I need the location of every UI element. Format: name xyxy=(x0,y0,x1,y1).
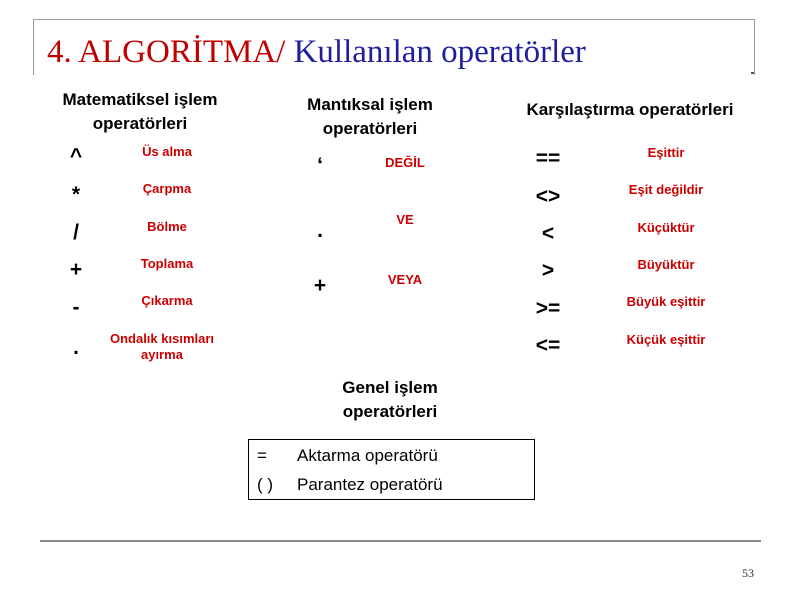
math-symbol-decimal: . xyxy=(73,336,79,359)
compare-label-greater: Büyüktür xyxy=(637,257,695,272)
title-frame-right xyxy=(754,19,755,75)
logic-symbol-or: + xyxy=(313,274,327,297)
compare-symbol-less-equal: <= xyxy=(535,334,561,357)
general-label-assign: Aktarma operatörü xyxy=(297,446,438,465)
general-heading-line1: Genel işlem xyxy=(342,378,438,397)
math-symbol-subtract: - xyxy=(72,296,80,319)
general-row-assign xyxy=(249,441,534,470)
frame-corner-dot xyxy=(751,72,754,74)
general-row-parentheses xyxy=(249,470,534,499)
logic-symbol-and: . xyxy=(317,219,323,242)
compare-symbol-greater: > xyxy=(541,259,555,282)
compare-symbol-greater-equal: >= xyxy=(535,297,561,320)
slide-title-suffix: Kullanılan operatörler xyxy=(285,34,586,70)
general-operators-table xyxy=(248,439,535,500)
general-heading-line2: operatörleri xyxy=(342,402,438,421)
compare-label-less-equal: Küçük eşittir xyxy=(626,332,706,347)
compare-label-greater-equal: Büyük eşittir xyxy=(626,294,706,309)
math-symbol-divide: / xyxy=(73,221,79,244)
footer-divider xyxy=(40,540,761,542)
compare-symbol-not-equal: <> xyxy=(535,185,561,208)
math-label-decimal-line1: Ondalık kısımları xyxy=(109,331,215,346)
title-frame-top xyxy=(33,19,755,20)
logic-label-and: VE xyxy=(396,212,414,227)
page-number: 53 xyxy=(742,566,754,580)
math-symbol-power: ^ xyxy=(69,145,83,168)
math-label-decimal-line2: ayırma xyxy=(141,347,183,362)
math-symbol-multiply: * xyxy=(71,183,81,206)
logic-symbol-not: ‘ xyxy=(317,154,323,177)
compare-label-not-equal: Eşit değildir xyxy=(628,182,704,197)
math-label-divide: Bölme xyxy=(147,219,187,234)
math-label-multiply: Çarpma xyxy=(142,181,192,196)
general-symbol-parentheses: ( ) xyxy=(257,475,274,494)
math-heading-line2: operatörleri xyxy=(92,114,188,133)
logic-label-not: DEĞİL xyxy=(385,155,425,170)
general-symbol-assign: = xyxy=(257,446,267,465)
compare-label-less: Küçüktür xyxy=(637,220,695,235)
math-symbol-add: + xyxy=(69,258,83,281)
compare-label-equal: Eşittir xyxy=(647,145,685,160)
logic-label-or: VEYA xyxy=(387,272,423,287)
slide-title-prefix: 4. ALGORİTMA/ xyxy=(47,34,286,70)
compare-symbol-equal: == xyxy=(535,147,561,170)
math-label-add: Toplama xyxy=(140,256,194,271)
slide-title xyxy=(47,32,586,72)
compare-symbol-less: < xyxy=(541,222,555,245)
general-label-parentheses: Parantez operatörü xyxy=(297,475,443,494)
logic-heading-line2: operatörleri xyxy=(322,119,418,138)
math-label-subtract: Çıkarma xyxy=(141,293,193,308)
title-frame-left xyxy=(33,19,34,75)
logic-heading-line1: Mantıksal işlem xyxy=(307,95,433,114)
math-heading-line1: Matematiksel işlem xyxy=(62,90,218,109)
math-label-power: Üs alma xyxy=(142,144,192,159)
compare-heading: Karşılaştırma operatörleri xyxy=(526,100,734,119)
